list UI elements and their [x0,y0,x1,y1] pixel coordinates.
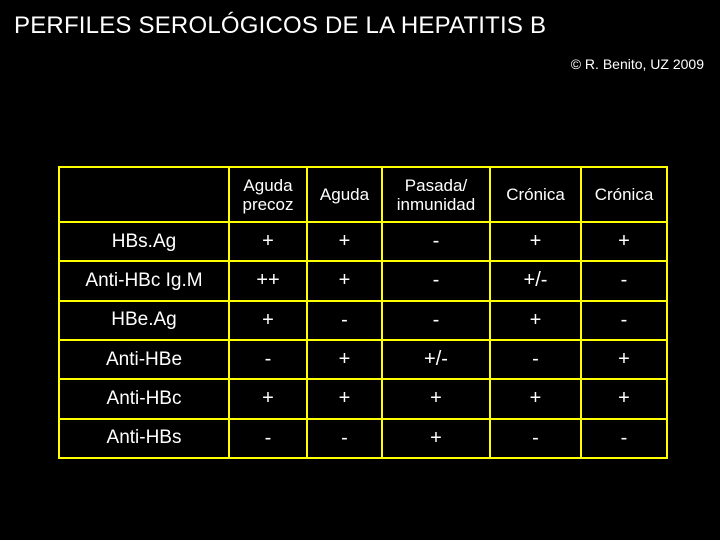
header-cronica-1: Crónica [490,167,581,222]
cell-value: - [581,419,667,458]
cell-value: + [490,379,581,418]
cell-value: + [229,301,307,340]
header-cronica-2: Crónica [581,167,667,222]
row-anti-hbs [59,419,667,458]
cell-value: + [490,222,581,261]
cell-value: - [581,261,667,300]
row-hbsag [59,222,667,261]
row-label: HBe.Ag [59,301,229,340]
cell-value: - [382,261,490,300]
header-aguda: Aguda [307,167,382,222]
cell-value: + [307,261,382,300]
row-label: Anti-HBs [59,419,229,458]
cell-value: + [229,222,307,261]
copyright-credit: © R. Benito, UZ 2009 [570,56,704,72]
cell-value: + [307,340,382,379]
row-anti-hbe [59,340,667,379]
cell-value: ++ [229,261,307,300]
cell-value: - [229,419,307,458]
header-aguda-precoz: Aguda precoz [229,167,307,222]
cell-value: + [581,379,667,418]
row-label: Anti-HBe [59,340,229,379]
cell-value: - [307,419,382,458]
slide-title: PERFILES SEROLÓGICOS DE LA HEPATITIS B [14,12,547,39]
cell-value: - [490,419,581,458]
cell-value: + [490,301,581,340]
serology-table [58,166,668,459]
cell-value: +/- [382,340,490,379]
cell-value: + [581,222,667,261]
cell-value: + [581,340,667,379]
cell-value: - [490,340,581,379]
cell-value: - [382,222,490,261]
cell-value: - [382,301,490,340]
cell-value: - [581,301,667,340]
row-label: HBs.Ag [59,222,229,261]
row-anti-hbc [59,379,667,418]
row-label: Anti-HBc Ig.M [59,261,229,300]
row-hbeag [59,301,667,340]
row-label: Anti-HBc [59,379,229,418]
cell-value: + [382,379,490,418]
row-anti-hbc-igm [59,261,667,300]
cell-value: + [229,379,307,418]
cell-value: +/- [490,261,581,300]
corner-cell [59,167,229,222]
header-pasada-inmunidad: Pasada/ inmunidad [382,167,490,222]
cell-value: - [229,340,307,379]
cell-value: + [382,419,490,458]
cell-value: + [307,222,382,261]
cell-value: + [307,379,382,418]
cell-value: - [307,301,382,340]
header-row [59,167,667,222]
